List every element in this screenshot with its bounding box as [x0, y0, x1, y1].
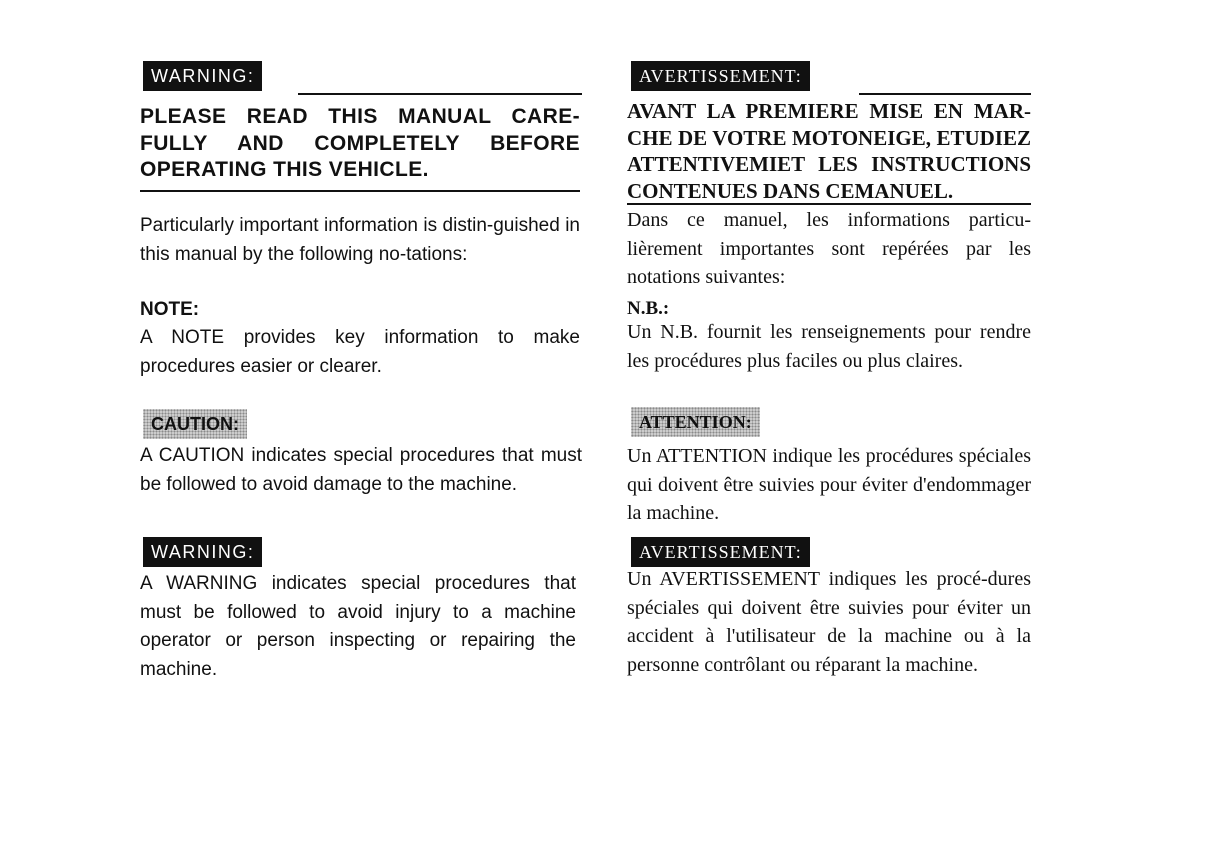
nb-paragraph: Un N.B. fournit les renseignements pour rendre les procédures plus faciles ou plus claires. [627, 321, 1031, 372]
heading-bottom-rule [140, 190, 580, 192]
safety-heading-fr: AVANT LA PREMIERE MISE EN MAR-CHE DE VOTRE MOTONEIGE, ETUDIEZ ATTENTIVEMIET LES INSTRUCTIONS CONTENUES DANS CEMANUEL. [627, 99, 1031, 203]
attention-paragraph: Un ATTENTION indique les procédures spéciales qui doivent être suivies pour éviter d'endommager la machine. [627, 445, 1031, 524]
heading-bottom-rule-fr [627, 203, 1031, 205]
note-label: NOTE: [140, 299, 200, 320]
nb-label: N.B.: [627, 298, 670, 319]
warning-top-rule [298, 93, 582, 95]
safety-heading: PLEASE READ THIS MANUAL CARE-FULLY AND COMPLETELY BEFORE OPERATING THIS VEHICLE. [140, 105, 580, 181]
avertissement-label-2: AVERTISSEMENT: [631, 537, 810, 567]
warning-label-2: WARNING: [143, 537, 262, 567]
avertissement-top-rule [859, 93, 1031, 95]
caution-paragraph: A CAUTION indicates special procedures that must be followed to avoid damage to the machine. [140, 445, 582, 495]
warning-paragraph: A WARNING indicates special procedures that must be followed to avoid injury to a machine operator or person inspecting or repairing the machine. [140, 573, 576, 680]
intro-paragraph: Particularly important information is distin-guished in this manual by the following no-tations: [140, 215, 580, 265]
attention-label: ATTENTION: [631, 407, 760, 437]
note-paragraph: A NOTE provides key information to make procedures easier or clearer. [140, 327, 580, 377]
warning-label: WARNING: [143, 61, 262, 91]
avertissement-label: AVERTISSEMENT: [631, 61, 810, 91]
avertissement-paragraph: Un AVERTISSEMENT indiques les procé-dures spéciales qui doivent être suivies pour éviter un accident à l'utilisateur de la machine ou à la personne contrôlant ou réparant la machine. [627, 568, 1031, 676]
caution-label: CAUTION: [143, 409, 247, 439]
intro-paragraph-fr: Dans ce manuel, les informations particu-lièrement importantes sont repérées par les notations suivantes: [627, 209, 1031, 288]
